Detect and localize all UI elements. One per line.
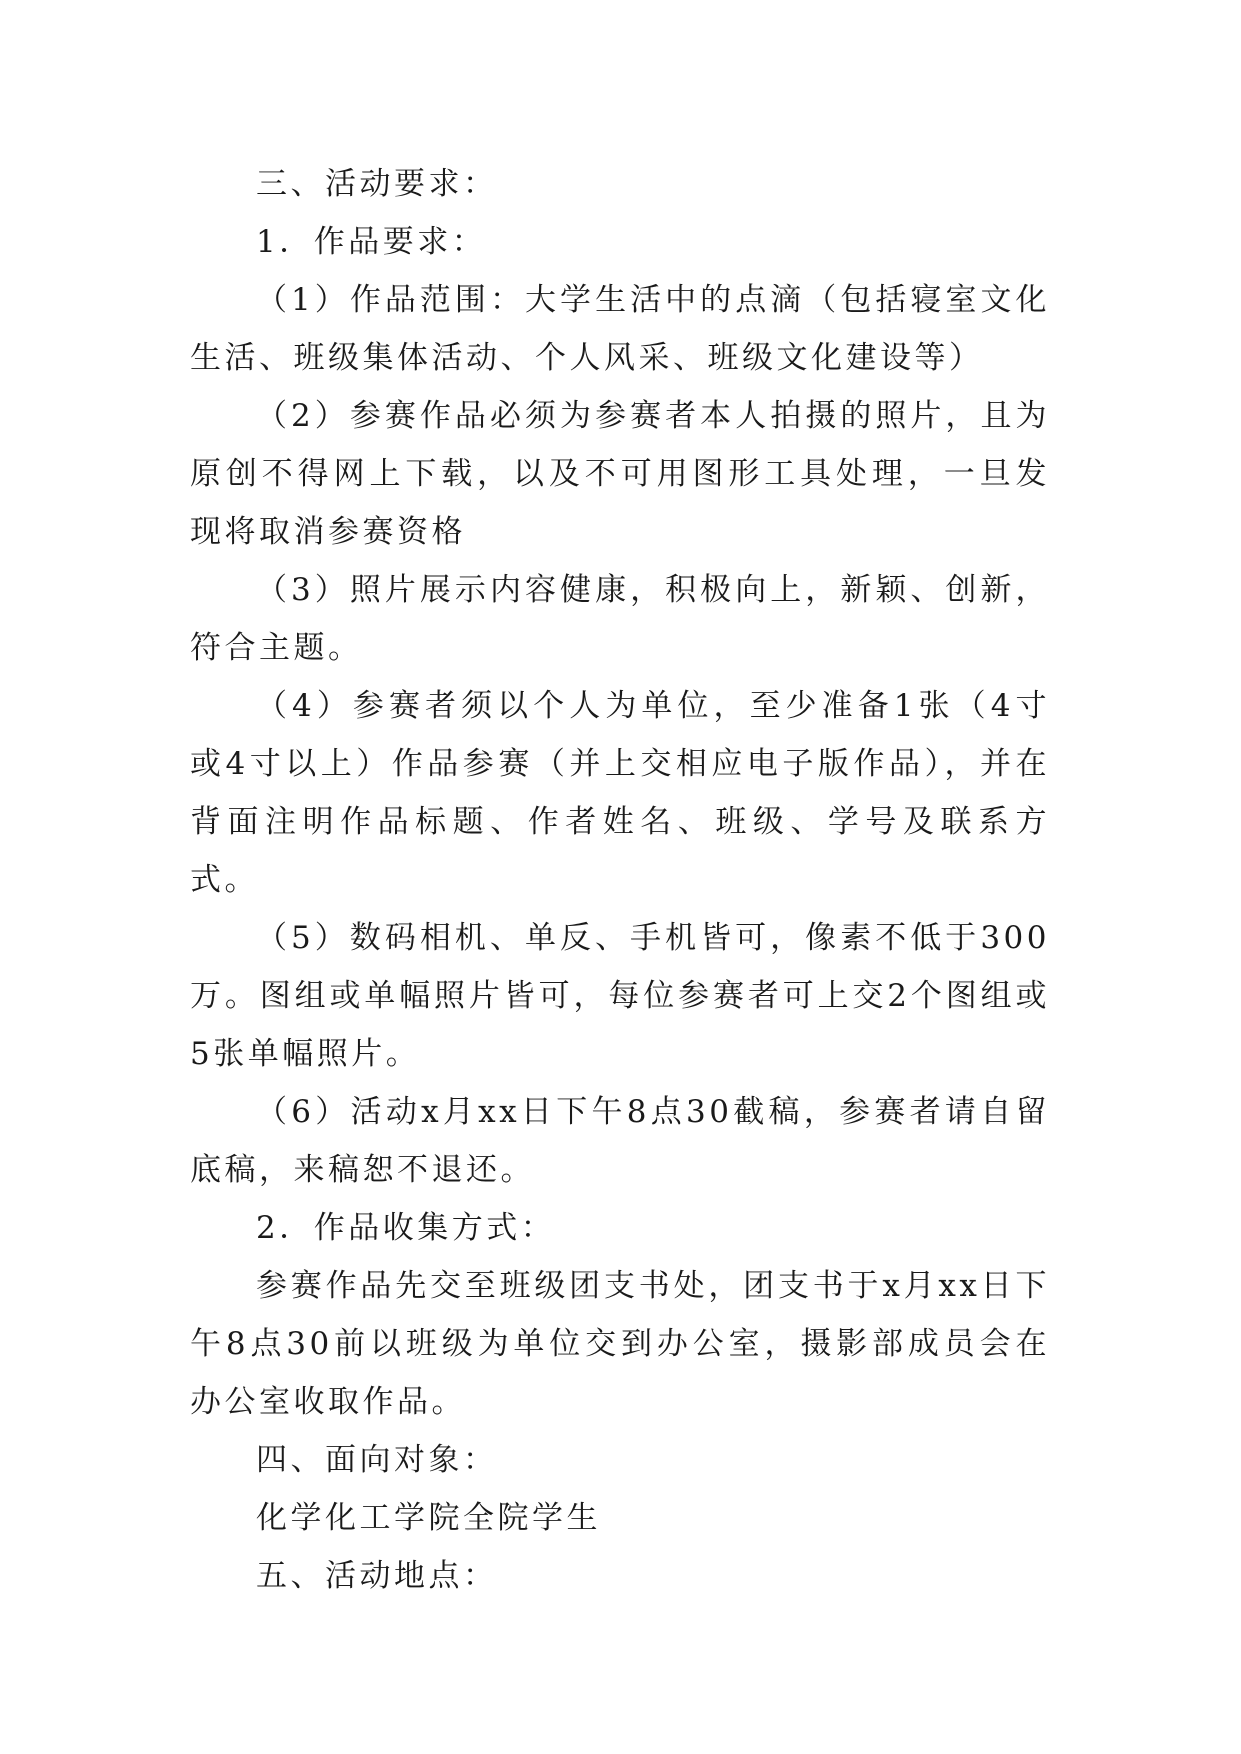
collection-method-text: 参赛作品先交至班级团支书处，团支书于x月xx日下午8点30前以班级为单位交到办公室，摄影部成员会在办公室收取作品。: [190, 1268, 1050, 1420]
document-body: [190, 155, 1050, 1605]
requirement-item-4: （4）参赛者须以个人为单位，至少准备1张（4寸或4寸以上）作品参赛（并上交相应电子版作品），并在背面注明作品标题、作者姓名、班级、学号及联系方式。: [190, 688, 1050, 898]
requirement-item-1: （1）作品范围：大学生活中的点滴（包括寝室文化生活、班级集体活动、个人风采、班级文化建设等）: [190, 282, 1050, 376]
section-heading-activity-location: 五、活动地点：: [256, 1558, 498, 1594]
requirement-item-6: （6）活动x月xx日下午8点30截稿，参赛者请自留底稿，来稿恕不退还。: [190, 1094, 1050, 1188]
target-audience-text: 化学化工学院全院学生: [256, 1500, 601, 1536]
subsection-heading-work-requirements: 1．作品要求：: [256, 224, 487, 260]
subsection-heading-collection-method: 2．作品收集方式：: [256, 1210, 556, 1246]
section-heading-target-audience: 四、面向对象：: [256, 1442, 498, 1478]
section-heading-activity-requirements: 三、活动要求：: [256, 166, 498, 202]
requirement-item-3: （3）照片展示内容健康，积极向上，新颖、创新，符合主题。: [190, 572, 1050, 666]
requirement-item-5: （5）数码相机、单反、手机皆可，像素不低于300万。图组或单幅照片皆可，每位参赛者可上交2个图组或5张单幅照片。: [190, 920, 1050, 1072]
requirement-item-2: （2）参赛作品必须为参赛者本人拍摄的照片，且为原创不得网上下载，以及不可用图形工具处理，一旦发现将取消参赛资格: [190, 398, 1050, 550]
